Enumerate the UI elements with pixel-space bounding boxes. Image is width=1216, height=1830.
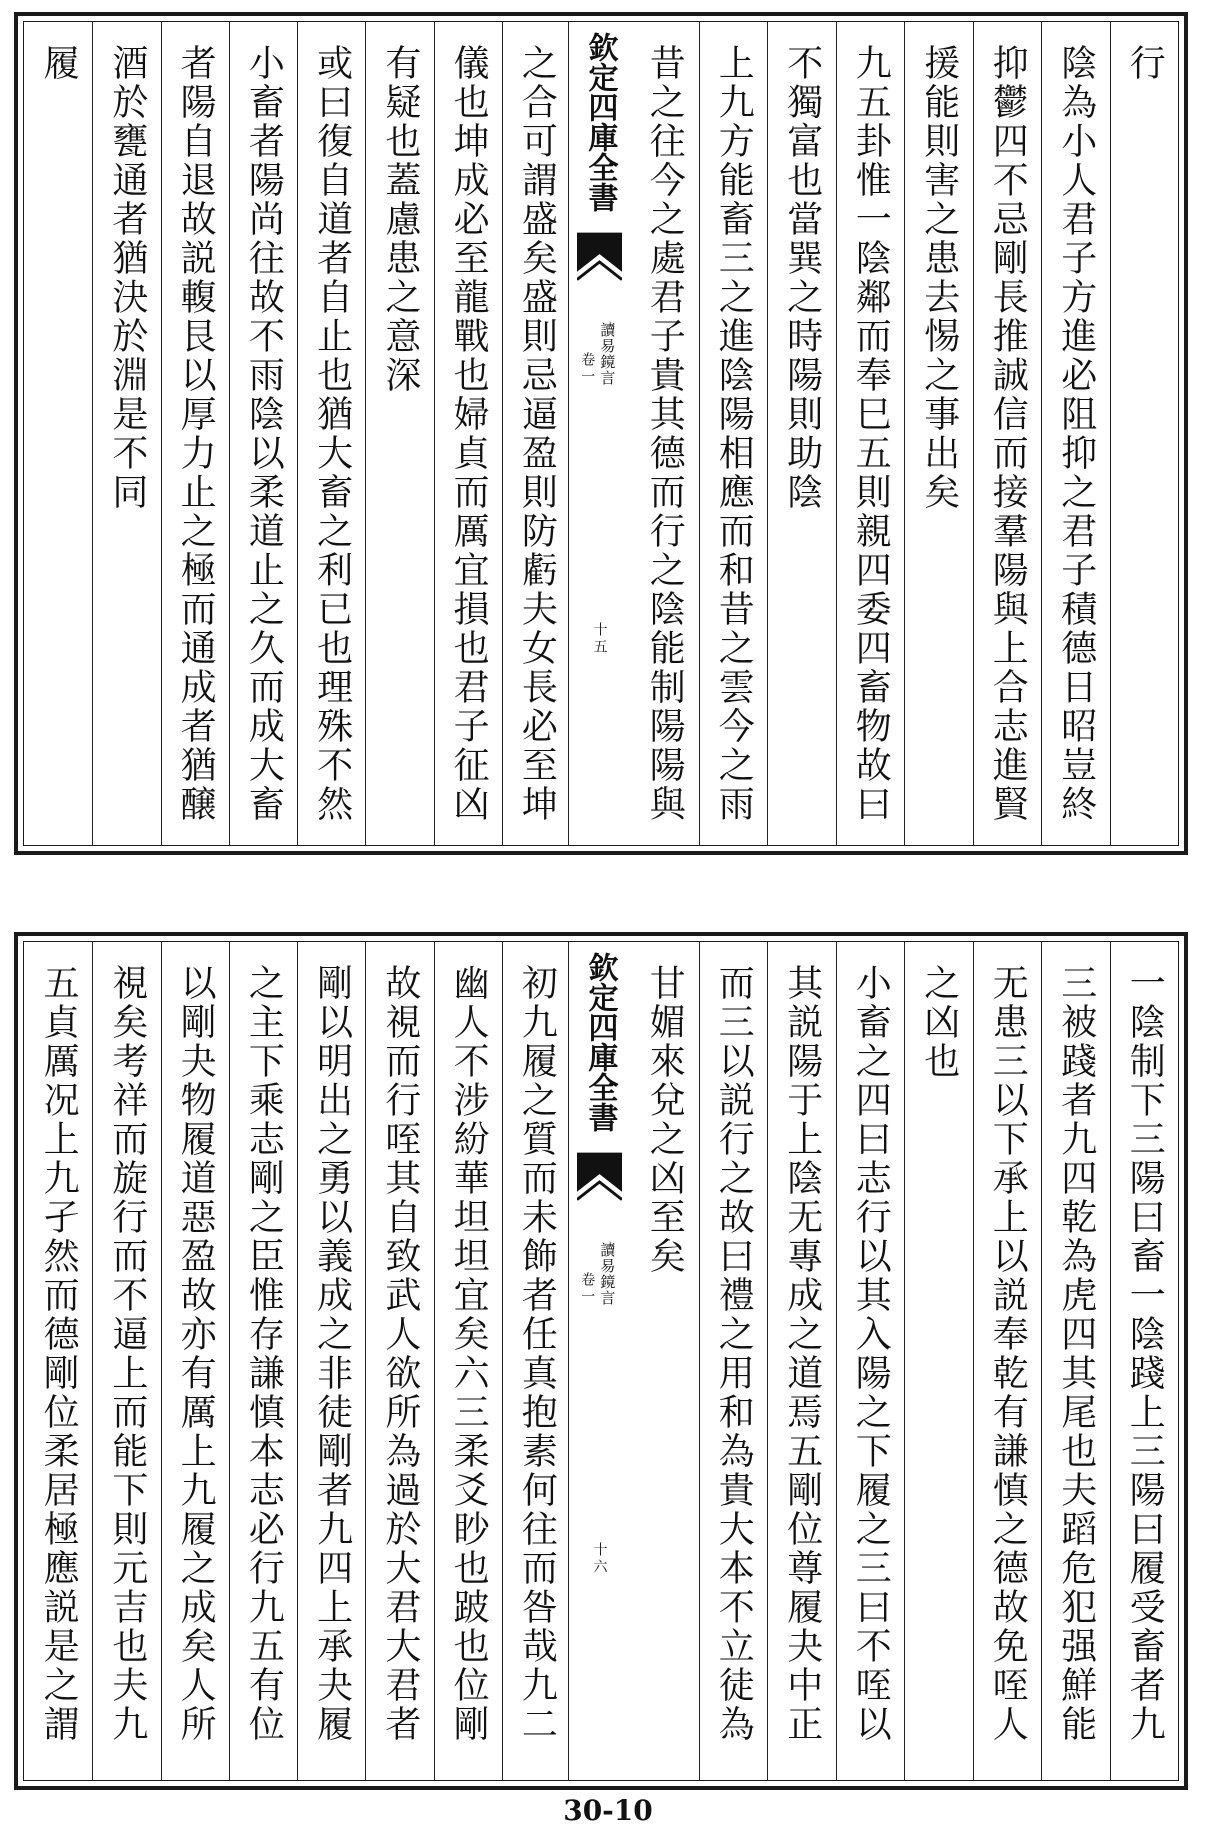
collection-title: 欽定四庫全書: [582, 952, 618, 1132]
text-column: 五貞厲况上九孑然而德剛位柔居極應説是之謂: [38, 964, 80, 1744]
text-column: 陰為小人君子方進必阻抑之君子積德日昭豈終: [1041, 22, 1110, 845]
text-column: 視矣考祥而旋行而不逼上而能下則元吉也夫九: [92, 942, 160, 1780]
collection-title: 欽定四庫全書: [582, 32, 618, 212]
left-text-block: [24, 22, 570, 845]
right-text-block: [630, 22, 1178, 845]
page-number: 十六: [591, 1542, 608, 1576]
text-column: 而三以説行之故曰禮之用和為貴大本不立徒為: [699, 942, 768, 1780]
book-title: 讀易鏡言: [598, 322, 617, 386]
left-text-block: [24, 942, 570, 1780]
text-column: 小畜者陽尚往故不雨陰以柔道止之久而成大畜: [229, 22, 297, 845]
text-column: 之合可謂盛矣盛則忌逼盈則防虧夫女長必至坤: [502, 22, 570, 845]
text-column: 有疑也蓋慮患之意深: [365, 22, 433, 845]
page-number: 十五: [591, 622, 608, 656]
text-column: 昔之往今之處君子貴其德而行之陰能制陽陽與: [644, 44, 686, 824]
text-column: 无患三以下承上以説奉乾有謙慎之德故免咥人: [973, 942, 1042, 1780]
text-column: 履: [38, 44, 80, 83]
text-column: 九五卦惟一陰鄰而奉巳五則親四委四畜物故曰: [836, 22, 905, 845]
right-text-block: [630, 942, 1178, 1780]
text-column: 剛以明出之勇以義成之非徒剛者九四上承夬履: [297, 942, 365, 1780]
text-column: 初九履之質而未飾者任真抱素何往而咎哉九二: [502, 942, 570, 1780]
text-column: 以剛夬物履道惡盈故亦有厲上九履之成矣人所: [161, 942, 229, 1780]
text-column: 一陰制下三陽曰畜一陰踐上三陽曰履受畜者九: [1110, 942, 1179, 1780]
text-column: 不獨富也當巽之時陽則助陰: [767, 22, 836, 845]
fishtail-mark: [577, 1152, 622, 1210]
text-column: 其説陽于上陰无專成之道焉五剛位尊履夬中正: [767, 942, 836, 1780]
text-column: 幽人不涉紛華坦坦宜矣六三柔爻眇也跛也位剛: [434, 942, 502, 1780]
text-column: 行: [1110, 22, 1179, 845]
page-bottom: [14, 932, 1188, 1790]
text-column: 故視而行咥其自致武人欲所為過於大君大君者: [365, 942, 433, 1780]
text-column: 抑鬱四不忌剛長推誠信而接羣陽與上合志進賢: [973, 22, 1042, 845]
text-column: 之凶也: [904, 942, 973, 1780]
text-column: 小畜之四曰志行以其入陽之下履之三曰不咥以: [836, 942, 905, 1780]
book-title: 讀易鏡言: [598, 1242, 617, 1306]
volume-label: 卷一: [579, 352, 596, 386]
text-column: 援能則害之患去惕之事出矣: [904, 22, 973, 845]
page-top: [14, 12, 1188, 855]
text-column: 或曰復自道者自止也猶大畜之利已也理殊不然: [297, 22, 365, 845]
footer-page-label: 30-10: [563, 1794, 653, 1827]
text-column: 酒於甕通者猶決於淵是不同: [92, 22, 160, 845]
text-column: 三被踐者九四乾為虎四其尾也夫蹈危犯强鮮能: [1041, 942, 1110, 1780]
text-column: 上九方能畜三之進陰陽相應而和昔之雲今之雨: [699, 22, 768, 845]
text-column: 儀也坤成必至龍戰也婦貞而厲宜損也君子征凶: [434, 22, 502, 845]
text-column: 之主下乘志剛之臣惟存謙慎本志必行九五有位: [229, 942, 297, 1780]
text-column: 者陽自退故説輹艮以厚力止之極而通成者猶醸: [161, 22, 229, 845]
center-margin: [568, 942, 630, 1780]
volume-label: 卷一: [579, 1272, 596, 1306]
center-margin: [568, 22, 630, 845]
text-column: 甘媚來兌之凶至矣: [644, 964, 686, 1276]
fishtail-mark: [577, 232, 622, 290]
